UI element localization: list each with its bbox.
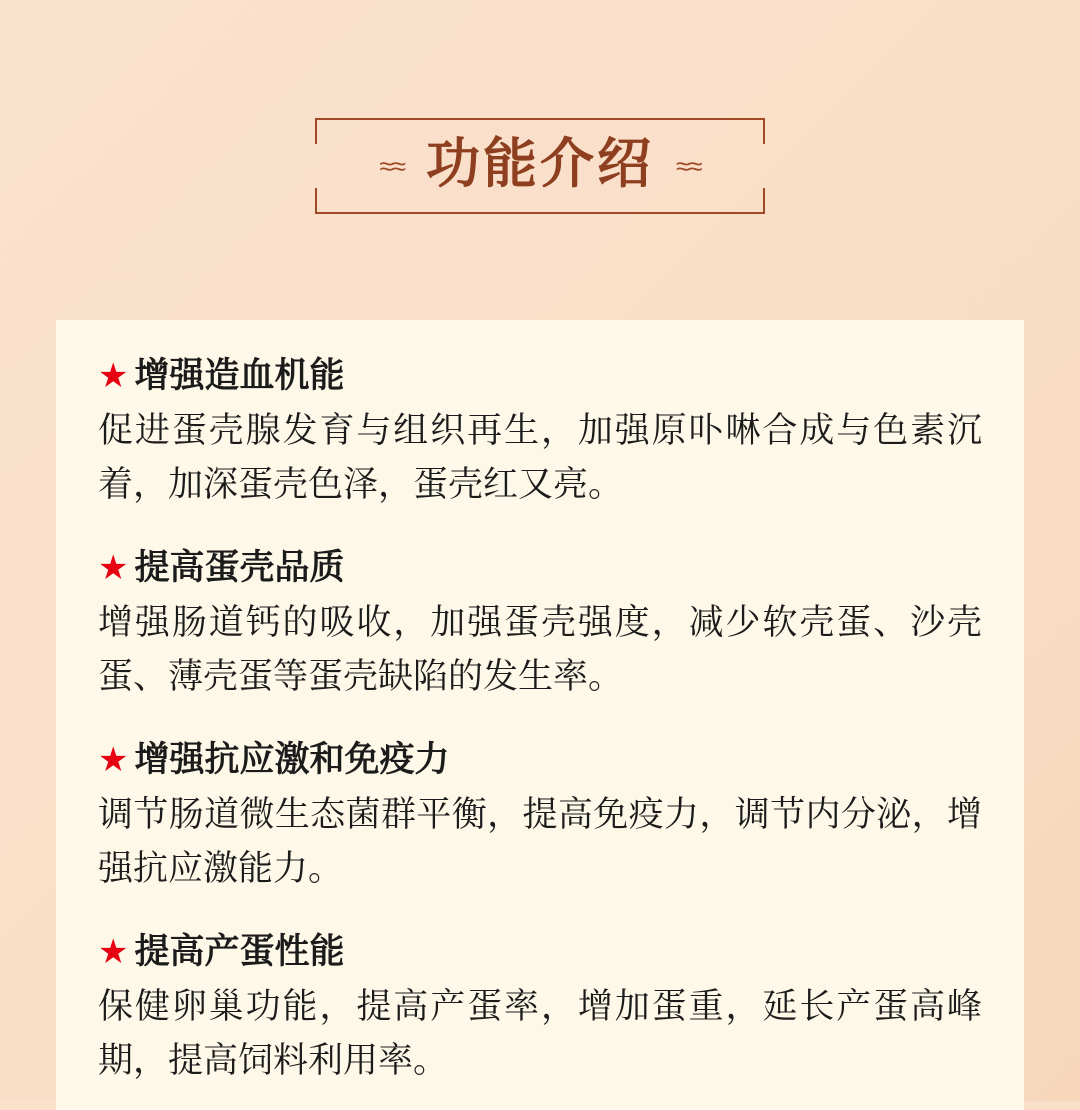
feature-list-card xyxy=(56,320,1024,1110)
frame-corner-top-right xyxy=(763,118,765,144)
feature-section xyxy=(98,546,982,704)
star-icon: ★ xyxy=(98,933,129,971)
feature-heading xyxy=(98,738,982,782)
feature-title: 增强造血机能 xyxy=(134,356,345,395)
page-header xyxy=(0,118,1080,214)
feature-heading xyxy=(98,930,982,974)
wave-ornament-left-icon: ≈≈ xyxy=(379,151,404,181)
feature-body: 调节肠道微生态菌群平衡，提高免疫力，调节内分泌，增强抗应激能力。 xyxy=(98,795,982,888)
feature-heading xyxy=(98,546,982,590)
title-frame xyxy=(315,118,765,214)
feature-section xyxy=(98,738,982,896)
feature-body: 保健卵巢功能，提高产蛋率，增加蛋重，延长产蛋高峰期，提高饲料利用率。 xyxy=(98,987,982,1080)
feature-heading xyxy=(98,354,982,398)
title-inner xyxy=(379,134,701,194)
feature-body: 增强肠道钙的吸收，加强蛋壳强度，减少软壳蛋、沙壳蛋、薄壳蛋等蛋壳缺陷的发生率。 xyxy=(98,603,982,696)
feature-section xyxy=(98,930,982,1088)
feature-section xyxy=(98,354,982,512)
frame-bottom-line xyxy=(315,212,765,214)
feature-title: 提高蛋壳品质 xyxy=(134,548,345,587)
frame-corner-bottom-right xyxy=(763,188,765,214)
star-icon: ★ xyxy=(98,549,129,587)
star-icon: ★ xyxy=(98,741,129,779)
star-icon: ★ xyxy=(98,357,129,395)
wave-ornament-right-icon: ≈≈ xyxy=(676,151,701,181)
feature-title: 提高产蛋性能 xyxy=(134,932,345,971)
frame-corner-bottom-left xyxy=(315,188,317,214)
page-title: 功能介绍 xyxy=(426,134,654,194)
feature-title: 增强抗应激和免疫力 xyxy=(134,740,450,779)
feature-body: 促进蛋壳腺发育与组织再生，加强原卟啉合成与色素沉着，加深蛋壳色泽，蛋壳红又亮。 xyxy=(98,411,982,504)
frame-top-line xyxy=(315,118,765,120)
frame-corner-top-left xyxy=(315,118,317,144)
